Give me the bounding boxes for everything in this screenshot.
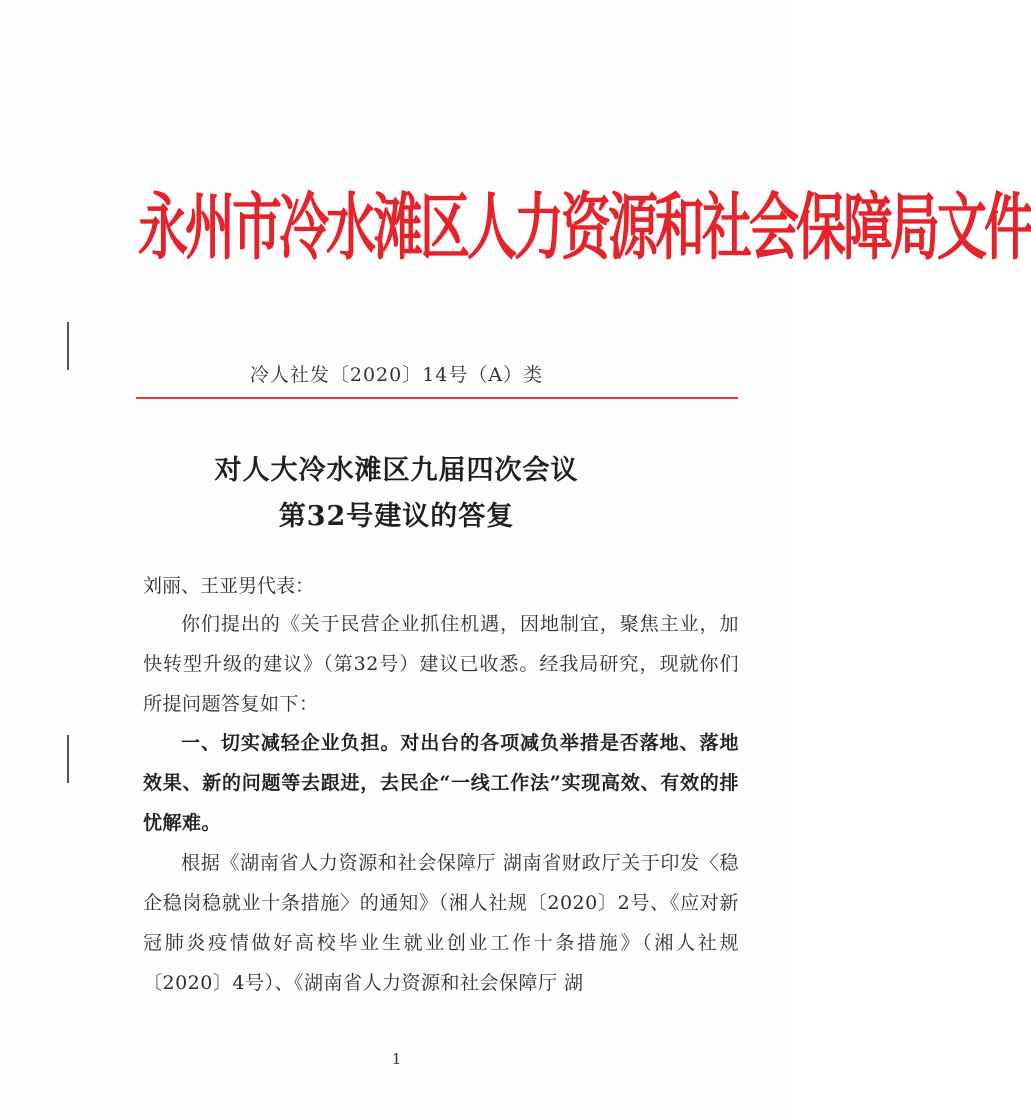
salutation: 刘丽、王亚男代表： <box>143 575 315 597</box>
red-separator-line <box>136 397 738 399</box>
document-masthead: 永州市冷水滩区人力资源和社会保障局文件 <box>138 185 1031 271</box>
body-paragraph-2-heading: 一、切实减轻企业负担。对出台的各项减负举措是否落地、落地效果、新的问题等去跟进，去民企“一线工作法”实现高效、有效的排忧解难。 <box>143 732 739 834</box>
document-title-line-1: 对人大冷水滩区九届四次会议 <box>214 455 579 486</box>
document-number: 冷人社发〔2020〕14号（A）类 <box>249 364 544 386</box>
document-title-line-2: 第32号建议的答复 <box>278 501 515 532</box>
body-paragraph-1: 你们提出的《关于民营企业抓住机遇，因地制宜，聚焦主业，加快转型升级的建议》（第32号）建议已收悉。经我局研究，现就你们所提问题答复如下： <box>143 613 739 715</box>
body-paragraph-3: 根据《湖南省人力资源和社会保障厅 湖南省财政厅关于印发〈稳企稳岗稳就业十条措施〉的通知》（湘人社规〔2020〕2号、《应对新冠肺炎疫情做好高校毕业生就业创业工作十条措施》（湘人社规〔2020〕4号）、《湖南省人力资源和社会保障厅 湖 <box>143 852 739 994</box>
binding-mark-bottom <box>67 735 69 783</box>
page-number: 1 <box>391 1050 402 1068</box>
